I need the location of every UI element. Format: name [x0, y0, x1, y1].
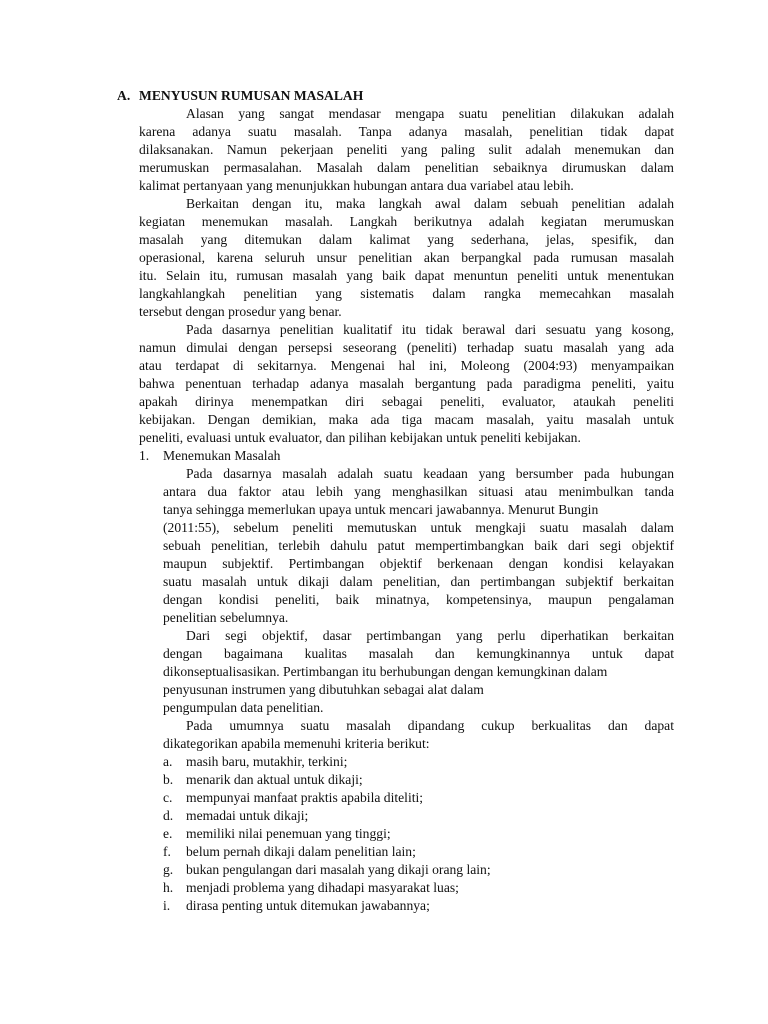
- list-item-text: memiliki nilai penemuan yang tinggi;: [186, 826, 391, 841]
- list-item-marker: c.: [163, 790, 173, 805]
- paragraph-line: (2011:55), sebelum peneliti memutuskan untuk mengkaji suatu masalah dalam: [163, 520, 674, 535]
- paragraph-line: Pada umumnya suatu masalah dipandang cukup berkualitas dan dapat: [186, 718, 674, 733]
- paragraph-line: tanya sehingga memerlukan upaya untuk mencari jawabannya. Menurut Bungin: [163, 502, 599, 517]
- paragraph-line: dengan bagaimana kualitas masalah dan kemungkinannya untuk dapat: [163, 646, 674, 661]
- paragraph-line: maupun subjektif. Pertimbangan objektif berkenaan dengan kondisi kelayakan: [163, 556, 674, 571]
- list-item-text: menjadi problema yang dihadapi masyarakat luas;: [186, 880, 459, 895]
- paragraph-line: namun dimulai dengan persepsi seseorang (peneliti) terhadap suatu masalah yang ada: [139, 340, 674, 355]
- paragraph-line: Alasan yang sangat mendasar mengapa suatu penelitian dilakukan adalah: [186, 106, 674, 121]
- section-heading-marker: A.: [117, 88, 131, 103]
- subsection-title: Menemukan Masalah: [163, 448, 281, 463]
- list-item-text: bukan pengulangan dari masalah yang dikaji orang lain;: [186, 862, 491, 877]
- list-item-marker: b.: [163, 772, 174, 787]
- paragraph-line: merumuskan permasalahan. Masalah dalam penelitian sebaiknya dirumuskan dalam: [139, 160, 674, 175]
- paragraph-line: kegiatan menemukan masalah. Langkah berikutnya adalah kegiatan merumuskan: [139, 214, 674, 229]
- paragraph-line: sebuah penelitian, terlebih dahulu patut mempertimbangkan baik dari segi objektif: [163, 538, 674, 553]
- paragraph-line: Dari segi objektif, dasar pertimbangan yang perlu diperhatikan berkaitan: [186, 628, 674, 643]
- list-item-text: mempunyai manfaat praktis apabila diteliti;: [186, 790, 424, 805]
- list-item-marker: h.: [163, 880, 174, 895]
- paragraph-line: penyusunan instrumen yang dibutuhkan sebagai alat dalam: [163, 682, 484, 697]
- paragraph-line: langkahlangkah penelitian yang sistematis dalam rangka memecahkan masalah: [139, 286, 674, 301]
- paragraph-line: dengan kondisi peneliti, baik minatnya, kompetensinya, maupun pengalaman: [163, 592, 674, 607]
- paragraph-line: apakah dirinya menempatkan diri sebagai peneliti, evaluator, ataukah peneliti: [139, 394, 674, 409]
- paragraph-line: kebijakan. Dengan demikian, maka ada tiga macam masalah, yaitu masalah untuk: [139, 412, 674, 427]
- paragraph-line: dilaksanakan. Namun pekerjaan peneliti yang paling sulit adalah menemukan dan: [139, 142, 674, 157]
- paragraph-line: atau terdapat di sekitarnya. Mengenai hal ini, Moleong (2004:93) menyampaikan: [139, 358, 674, 373]
- list-item-marker: d.: [163, 808, 174, 823]
- section-heading: [117, 87, 363, 105]
- paragraph-line: masalah yang ditemukan dalam kalimat yang sederhana, jelas, spesifik, dan: [139, 232, 674, 247]
- list-item-text: memadai untuk dikaji;: [186, 808, 309, 823]
- paragraph-line: bahwa penentuan terhadap adanya masalah bergantung pada paradigma peneliti, yaitu: [139, 376, 674, 391]
- list-item-marker: f.: [163, 844, 171, 859]
- paragraph-line: Berkaitan dengan itu, maka langkah awal dalam sebuah penelitian adalah: [186, 196, 674, 211]
- paragraph-line: pengumpulan data penelitian.: [163, 700, 324, 715]
- paragraph-line: dikonseptualisasikan. Pertimbangan itu berhubungan dengan kemungkinan dalam: [163, 664, 608, 679]
- paragraph-line: antara dua faktor atau lebih yang menghasilkan situasi atau menimbulkan tanda: [163, 484, 674, 499]
- paragraph-line: itu. Selain itu, rumusan masalah yang baik dapat menuntun peneliti untuk menentukan: [139, 268, 674, 283]
- subsection-marker: 1.: [139, 448, 150, 463]
- list-item-marker: g.: [163, 862, 174, 877]
- paragraph-line: dikategorikan apabila memenuhi kriteria berikut:: [163, 736, 430, 751]
- paragraph-line: Pada dasarnya penelitian kualitatif itu tidak berawal dari sesuatu yang kosong,: [186, 322, 674, 337]
- paragraph-line: suatu masalah untuk dikaji dalam penelitian, dan pertimbangan subjektif berkaitan: [163, 574, 674, 589]
- paragraph-line: operasional, karena seluruh unsur penelitian akan berpangkal pada rumusan masalah: [139, 250, 674, 265]
- section-heading-title: MENYUSUN RUMUSAN MASALAH: [139, 88, 364, 103]
- list-item-text: dirasa penting untuk ditemukan jawabannya;: [186, 898, 430, 913]
- paragraph-line: peneliti, evaluasi untuk evaluator, dan pilihan kebijakan untuk peneliti kebijakan.: [139, 430, 581, 445]
- list-item-text: masih baru, mutakhir, terkini;: [186, 754, 348, 769]
- paragraph-line: karena adanya suatu masalah. Tanpa adanya masalah, penelitian tidak dapat: [139, 124, 674, 139]
- paragraph-line: tersebut dengan prosedur yang benar.: [139, 304, 342, 319]
- paragraph-line: Pada dasarnya masalah adalah suatu keadaan yang bersumber pada hubungan: [186, 466, 674, 481]
- paragraph-line: penelitian sebelumnya.: [163, 610, 289, 625]
- list-item-text: menarik dan aktual untuk dikaji;: [186, 772, 363, 787]
- list-item-marker: e.: [163, 826, 173, 841]
- list-item-marker: a.: [163, 754, 173, 769]
- list-item-text: belum pernah dikaji dalam penelitian lain;: [186, 844, 416, 859]
- list-item-marker: i.: [163, 898, 171, 913]
- paragraph-line: kalimat pertanyaan yang menunjukkan hubungan antara dua variabel atau lebih.: [139, 178, 574, 193]
